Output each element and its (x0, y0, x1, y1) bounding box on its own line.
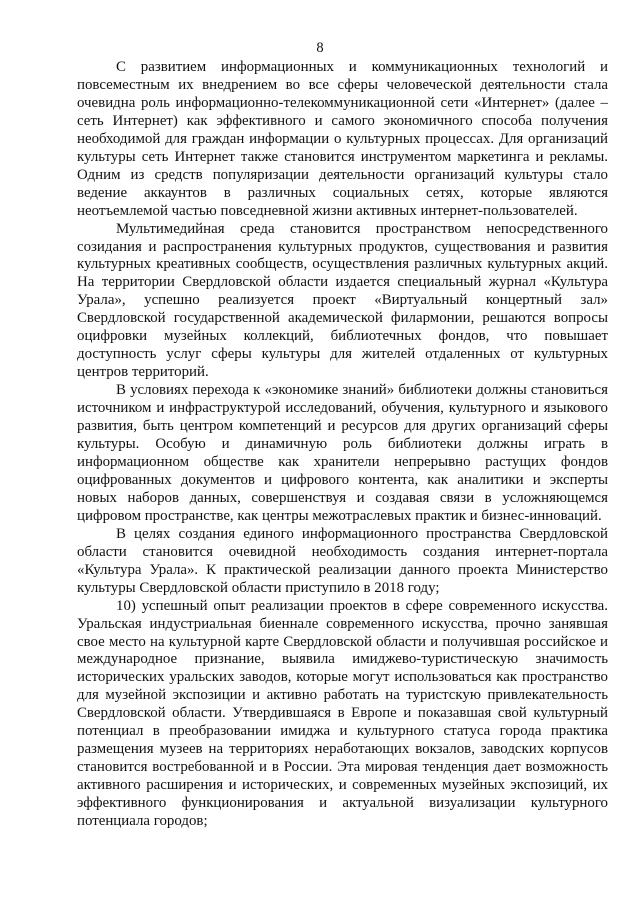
paragraph-contemporary-art-experience: 10) успешный опыт реализации проектов в сфере современного искусства. Уральская индустриальная биеннале современного искусства, прочно занявшая свое место на культурной карте Свердловской области и получившая российское и международное признание, выявила имиджево-туристическую значимость исторических уральских заводов, которые могут использоваться как пространство для музейной экспозиции и активно работать на туристскую привлекательность Свердловской области. Утвердившаяся в Европе и показавшая свой культурный потенциал в преобразовании имиджа и культурного статуса города практика размещения музеев на территориях неработающих вокзалов, заводских корпусов становится востребованной и в России. Эта мировая тенденция дает возможность активного расширения и исторических, и современных музейных экспозиций, их эффективного функционирования и актуальной визуализации культурного потенциала городов; (77, 597, 608, 830)
page-number: 8 (316, 40, 324, 56)
paragraph-internet-role: С развитием информационных и коммуникационных технологий и повсеместным их внедрением во все сферы человеческой деятельности стала очевидна роль информационно-телекоммуникационной сети «Интернет» (далее – сеть Интернет) как эффективного и самого экономичного способа получения необходимой для граждан информации о культурных процессах. Для организаций культуры сеть Интернет также становится инструментом маркетинга и рекламы. Одним из средств популяризации деятельности организаций культуры стало ведение аккаунтов в различных социальных сетях, которые являются неотъемлемой частью повседневной жизни активных интернет-пользователей. (77, 59, 608, 219)
paragraph-libraries-knowledge-economy: В условиях перехода к «экономике знаний» библиотеки должны становиться источником и инфраструктурой исследований, обучения, культурного и языкового развития, быть центром компетенций и ресурсов для других организаций сферы культуры. Особую и динамичную роль библиотеки должны играть в информационном обществе как хранители непрерывно растущих фондов оцифрованных документов и цифрового контента, как аналитики и эксперты новых наборов данных, совершенствуя и создавая связи в усложняющемся цифровом пространстве, как центры межотраслевых практик и бизнес-инноваций. (77, 382, 608, 524)
document-body (77, 59, 608, 831)
paragraph-multimedia-environment: Мультимедийная среда становится пространством непосредственного созидания и распространения культурных продуктов, существования и развития культурных креативных сообществ, осуществления различных культурных акций. На территории Свердловской области издается специальный журнал «Культура Урала», успешно реализуется проект «Виртуальный концертный зал» Свердловской государственной академической филармонии, решаются вопросы оцифровки музейных коллекций, библиотечных фондов, что повышает доступность услуг сферы культуры для жителей отдаленных от культурных центров территорий. (77, 220, 608, 381)
paragraph-culture-ural-portal: В целях создания единого информационного пространства Свердловской области становится очевидной необходимость создания интернет-портала «Культура Урала». К практической реализации данного проекта Министерство культуры Свердловской области приступило в 2018 году; (77, 525, 608, 596)
